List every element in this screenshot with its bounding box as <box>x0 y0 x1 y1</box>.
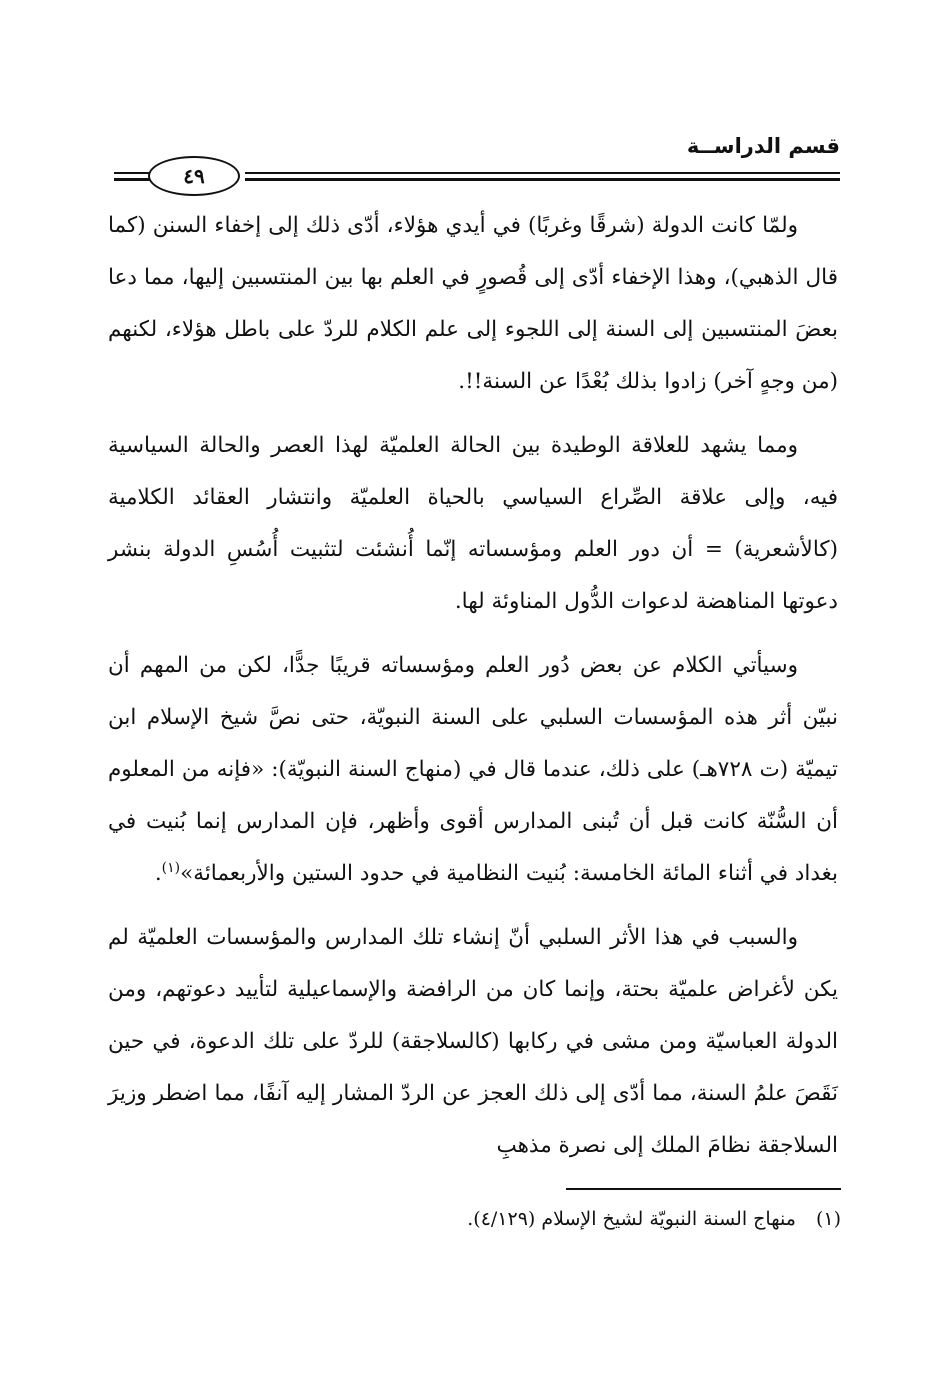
header-rule-bottom <box>245 178 840 181</box>
paragraph-1: ولمّا كانت الدولة (شرقًا وغربًا) في أيدي هؤلاء، أدّى ذلك إلى إخفاء السنن (كما قال الذهبي)، وهذا الإخفاء أدّى إلى قُصورٍ في العلم بها بين المنتسبين إليها، مما دعا بعضَ المنتسبين إلى السنة إلى اللجوء إلى علم الكلام للردّ على باطل هؤلاء، لكنهم (من وجهٍ آخر) زادوا بذلك بُعْدًا عن السنة!!. <box>108 213 838 394</box>
footnote-separator <box>566 1188 841 1190</box>
footnote-text: منهاج السنة النبويّة لشيخ الإسلام (٤/١٢٩). <box>467 1208 796 1230</box>
footnote-number: (١) <box>815 1208 841 1230</box>
paragraph-3 <box>108 640 838 900</box>
page-header <box>100 130 840 190</box>
paragraph-3-text: وسيأتي الكلام عن بعض دُور العلم ومؤسساته قريبًا جدًّا، لكن من المهم أن نبيّن أثر هذه المؤسسات السلبي على السنة النبويّة، حتى نصَّ شيخ الإسلام ابن تيميّة (ت ٧٢٨هـ) على ذلك، عندما قال في (منهاج السنة النبويّة): «فإنه من المعلوم أن السُّنّة كانت قبل أن تُبنى المدارس أقوى وأظهر، فإن المدارس إنما بُنيت في بغداد في أثناء المائة الخامسة: بُنيت النظامية في حدود الستين والأربعمائة» <box>108 653 838 886</box>
main-text <box>108 200 838 1184</box>
section-title: قسم الدراســة <box>686 134 840 158</box>
header-rule-left-bottom <box>114 178 150 181</box>
paragraph-3-end: . <box>154 861 162 886</box>
footnote-reference[interactable]: (١) <box>161 859 181 876</box>
page-number-badge <box>148 156 240 196</box>
page-number: ٤٩ <box>183 164 205 188</box>
header-rule-left-top <box>114 172 150 174</box>
paragraph-4: والسبب في هذا الأثر السلبي أنّ إنشاء تلك المدارس والمؤسسات العلميّة لم يكن لأغراض علميّة بحتة، وإنما كان من الرافضة والإسماعيلية لتأييد دعوتهم، ومن الدولة العباسيّة ومن مشى في ركابها (كالسلاجقة) للردّ على تلك الدعوة، في حين نَقَصَ علمُ السنة، مما أدّى إلى ذلك العجز عن الردّ المشار إليه آنفًا، مما اضطر وزيرَ السلاجقة نظامَ الملك إلى نصرة مذهبِ <box>108 925 838 1158</box>
footnote <box>467 1208 841 1230</box>
paragraph-2: ومما يشهد للعلاقة الوطيدة بين الحالة العلميّة لهذا العصر والحالة السياسية فيه، وإلى علاقة الصِّراع السياسي بالحياة العلميّة وانتشار العقائد الكلامية (كالأشعرية) = أن دور العلم ومؤسساته إنّما أُنشئت لتثبيت أُسُسِ الدولة بنشر دعوتها المناهضة لدعوات الدُّول المناوئة لها. <box>108 433 838 614</box>
header-rule-top <box>245 172 840 174</box>
